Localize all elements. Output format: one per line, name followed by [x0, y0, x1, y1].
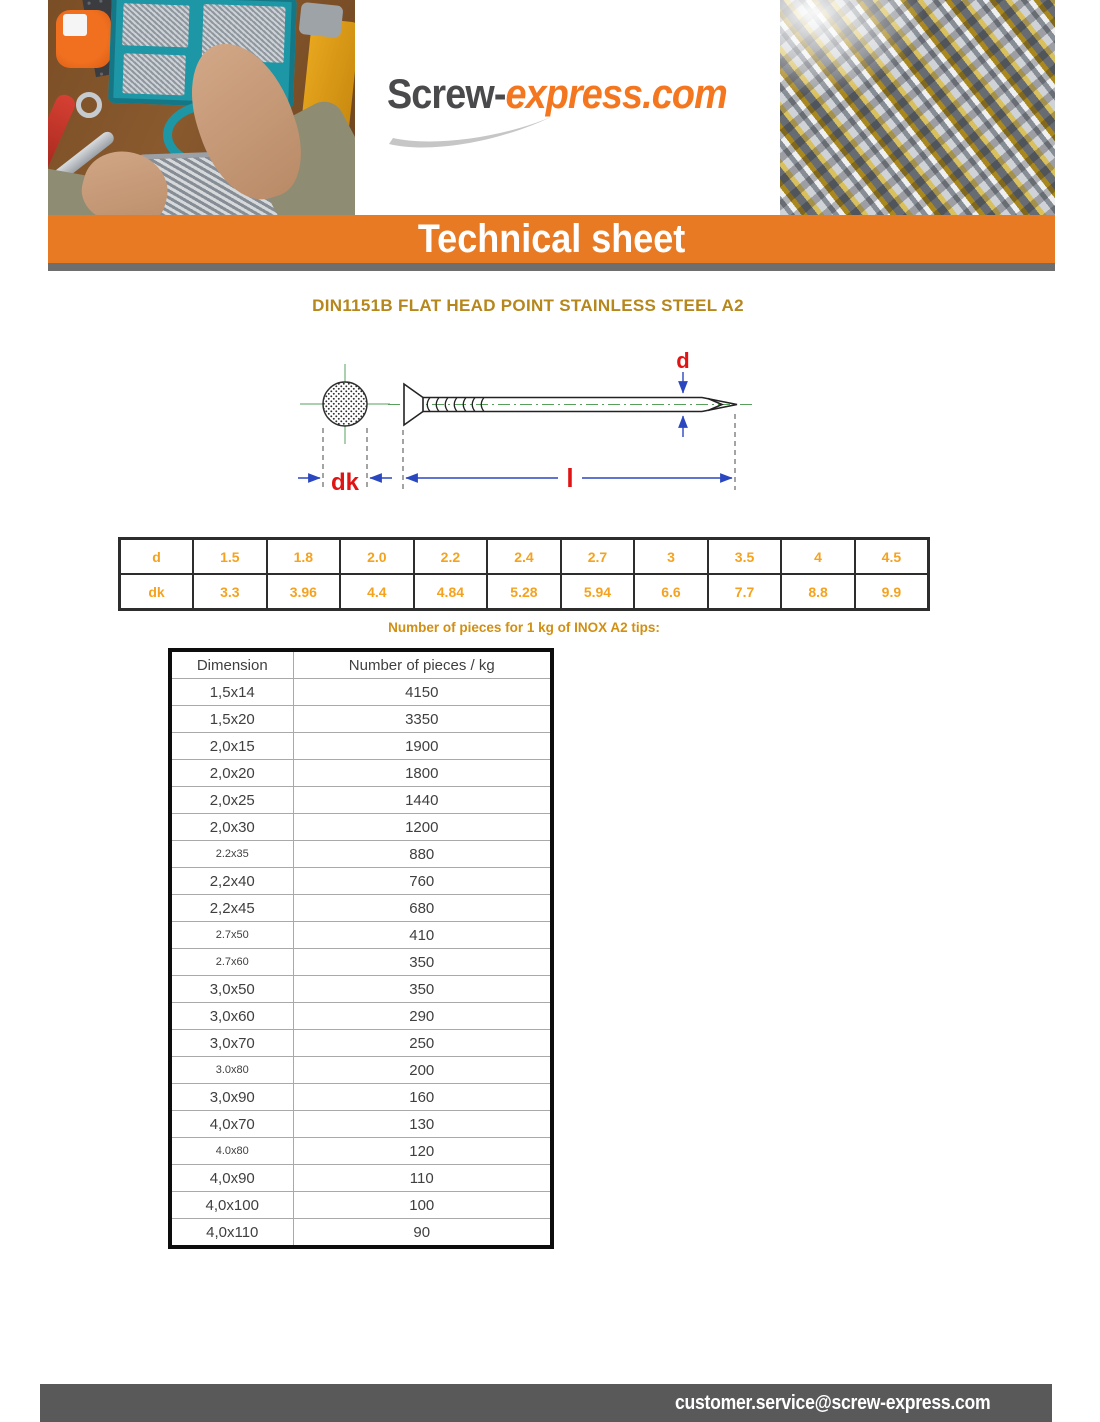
pieces-dimension-cell: 3.0x80 [170, 1057, 293, 1084]
pieces-row [170, 949, 552, 976]
pieces-row [170, 706, 552, 733]
pieces-row [170, 922, 552, 949]
pieces-dimension-cell: 2.2x35 [170, 841, 293, 868]
pieces-row [170, 679, 552, 706]
pieces-count-cell: 130 [293, 1111, 552, 1138]
pieces-header-count: Number of pieces / kg [293, 650, 552, 679]
pieces-count-cell: 200 [293, 1057, 552, 1084]
dims-value-cell: 2.4 [487, 539, 561, 575]
pieces-row [170, 1111, 552, 1138]
pieces-count-cell: 250 [293, 1030, 552, 1057]
logo-text-express: express.com [505, 70, 727, 117]
dims-value-cell: 1.5 [193, 539, 267, 575]
pieces-count-cell: 1440 [293, 787, 552, 814]
dk-dimension-label: dk [330, 469, 360, 496]
d-dimension-label: d [676, 348, 690, 373]
pieces-dimension-cell: 2,2x45 [170, 895, 293, 922]
screws-photo [780, 0, 1055, 215]
pieces-count-cell: 1200 [293, 814, 552, 841]
dims-row [120, 539, 929, 575]
pieces-row [170, 1219, 552, 1248]
pieces-dimension-cell: 3,0x50 [170, 976, 293, 1003]
dims-value-cell: 2.0 [340, 539, 414, 575]
dims-value-cell: 6.6 [634, 574, 708, 610]
dims-value-cell: 7.7 [708, 574, 782, 610]
footer-email: customer.service@screw-express.com [674, 1391, 990, 1414]
pieces-count-cell: 1800 [293, 760, 552, 787]
banner-title: Technical sheet [417, 216, 686, 261]
pieces-dimension-cell: 2.7x50 [170, 922, 293, 949]
logo [355, 0, 780, 215]
case-compartment-decor [122, 3, 189, 47]
case-compartment-decor [122, 53, 185, 95]
pieces-dimension-cell: 4,0x90 [170, 1165, 293, 1192]
pieces-dimension-cell: 2,0x15 [170, 733, 293, 760]
pieces-header-row [170, 650, 552, 679]
dims-value-cell: 3 [634, 539, 708, 575]
logo-text [387, 70, 727, 118]
pieces-row [170, 1084, 552, 1111]
dims-value-cell: 2.2 [414, 539, 488, 575]
pieces-count-cell: 350 [293, 949, 552, 976]
pieces-dimension-cell: 2,0x30 [170, 814, 293, 841]
pieces-count-cell: 880 [293, 841, 552, 868]
pieces-dimension-cell: 4,0x110 [170, 1219, 293, 1248]
dims-value-cell: 2.7 [561, 539, 635, 575]
dims-value-cell: 1.8 [267, 539, 341, 575]
pieces-count-cell: 120 [293, 1138, 552, 1165]
pieces-count-cell: 110 [293, 1165, 552, 1192]
logo-swoosh-icon [385, 112, 560, 154]
pieces-count-cell: 410 [293, 922, 552, 949]
nail-head-top-view [323, 382, 367, 426]
pieces-row [170, 1030, 552, 1057]
dims-value-cell: 4 [781, 539, 855, 575]
pieces-dimension-cell: 3,0x70 [170, 1030, 293, 1057]
pieces-count-cell: 4150 [293, 679, 552, 706]
dims-value-cell: 8.8 [781, 574, 855, 610]
pieces-row [170, 1138, 552, 1165]
pieces-dimension-cell: 2,0x20 [170, 760, 293, 787]
pieces-count-cell: 350 [293, 976, 552, 1003]
washer-decor [76, 92, 102, 118]
pieces-row [170, 787, 552, 814]
pieces-dimension-cell: 1,5x20 [170, 706, 293, 733]
dims-row-label: d [120, 539, 194, 575]
centerlines [300, 364, 754, 444]
pieces-row [170, 1192, 552, 1219]
drill-head-decor [298, 2, 343, 38]
pieces-dimension-cell: 2,2x40 [170, 868, 293, 895]
pieces-count-cell: 760 [293, 868, 552, 895]
pieces-row [170, 868, 552, 895]
pieces-table [168, 648, 554, 1249]
pieces-row [170, 733, 552, 760]
dims-value-cell: 5.94 [561, 574, 635, 610]
pieces-dimension-cell: 4.0x80 [170, 1138, 293, 1165]
dims-row-label: dk [120, 574, 194, 610]
tape-measure-window-decor [63, 14, 87, 36]
pieces-count-cell: 1900 [293, 733, 552, 760]
pieces-header-dimension: Dimension [170, 650, 293, 679]
pieces-row [170, 1165, 552, 1192]
pieces-row [170, 1057, 552, 1084]
pieces-dimension-cell: 4,0x70 [170, 1111, 293, 1138]
pieces-count-cell: 680 [293, 895, 552, 922]
workbench-photo [48, 0, 355, 215]
pieces-row [170, 976, 552, 1003]
dims-value-cell: 4.84 [414, 574, 488, 610]
pieces-dimension-cell: 4,0x100 [170, 1192, 293, 1219]
dims-value-cell: 3.96 [267, 574, 341, 610]
page-title: DIN1151B FLAT HEAD POINT STAINLESS STEEL A2 [312, 296, 744, 315]
dims-value-cell: 4.5 [855, 539, 929, 575]
pieces-caption: Number of pieces for 1 kg of INOX A2 tips: [388, 620, 660, 635]
dimensions-table [118, 537, 930, 611]
pieces-row [170, 814, 552, 841]
pieces-count-cell: 290 [293, 1003, 552, 1030]
banner-underline [48, 263, 1055, 271]
l-dimension-label: l [566, 463, 574, 493]
dimension-arrows [298, 372, 732, 478]
pieces-row [170, 1003, 552, 1030]
logo-text-screw: Screw- [387, 70, 506, 117]
pieces-count-cell: 90 [293, 1219, 552, 1248]
pieces-count-cell: 160 [293, 1084, 552, 1111]
banner [48, 215, 1055, 263]
dims-value-cell: 9.9 [855, 574, 929, 610]
dims-value-cell: 4.4 [340, 574, 414, 610]
nail-diagram [290, 340, 770, 505]
pieces-count-cell: 100 [293, 1192, 552, 1219]
pieces-dimension-cell: 3,0x60 [170, 1003, 293, 1030]
dims-row [120, 574, 929, 610]
pieces-dimension-cell: 2,0x25 [170, 787, 293, 814]
pieces-count-cell: 3350 [293, 706, 552, 733]
pieces-dimension-cell: 3,0x90 [170, 1084, 293, 1111]
pieces-dimension-cell: 1,5x14 [170, 679, 293, 706]
pieces-dimension-cell: 2.7x60 [170, 949, 293, 976]
pieces-row [170, 760, 552, 787]
pieces-row [170, 841, 552, 868]
pieces-row [170, 895, 552, 922]
footer [40, 1384, 1052, 1422]
dims-value-cell: 3.5 [708, 539, 782, 575]
dims-value-cell: 3.3 [193, 574, 267, 610]
dims-value-cell: 5.28 [487, 574, 561, 610]
